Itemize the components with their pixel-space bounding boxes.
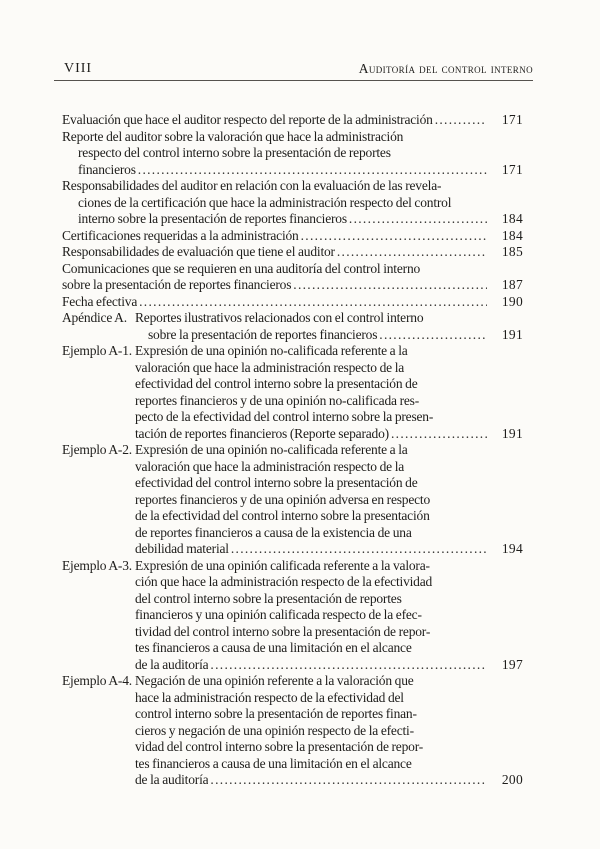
- toc-page-number: 185: [501, 244, 523, 259]
- dot-leader: [435, 112, 487, 129]
- toc-line: sobre la presentación de reportes financieros: [148, 326, 378, 342]
- dot-leader: [391, 426, 487, 443]
- running-header: [54, 58, 533, 81]
- dot-leader: [210, 772, 487, 789]
- dot-leader: [301, 228, 487, 245]
- dot-leader: [139, 294, 487, 311]
- toc-page-number: 184: [501, 227, 523, 243]
- toc-line: pecto de la efectividad del control interno sobre la presen-: [135, 409, 434, 424]
- toc-line: Expresión de una opinión calificada referente a la valora-: [135, 557, 430, 573]
- running-title: Auditoría del control interno: [358, 61, 533, 76]
- toc-entry: [62, 673, 523, 789]
- toc-page-number: 190: [501, 293, 523, 309]
- toc-entry: [62, 261, 523, 294]
- dot-leader: [379, 327, 487, 344]
- toc-line-with-page: [62, 228, 523, 245]
- toc-entry: [62, 244, 523, 261]
- toc-entry-body: [135, 673, 523, 789]
- toc-page-number: 197: [501, 656, 523, 672]
- toc-line: de reportes financieros a causa de la existencia de una: [135, 524, 412, 540]
- toc-entry: [62, 343, 523, 442]
- toc-line: tación de reportes financieros (Reporte separado): [135, 425, 389, 441]
- toc-line-with-page: [135, 426, 523, 443]
- toc-line: Negación de una opinión referente a la valoración que: [135, 673, 414, 688]
- toc-page-number: 187: [501, 277, 523, 292]
- toc-page-number: 191: [501, 425, 523, 441]
- toc-line: cieros y negación de una opinión respecto de la efecti-: [135, 722, 414, 738]
- toc-line: Fecha efectiva: [62, 293, 138, 309]
- toc-entry-label: Apéndice A.: [62, 310, 127, 325]
- toc-entry: [62, 112, 523, 129]
- toc-line: Reporte del auditor sobre la valoración que hace la administración: [62, 128, 404, 144]
- dot-leader: [337, 244, 487, 261]
- dot-leader: [210, 657, 487, 674]
- toc-entry-body: [135, 310, 523, 343]
- toc-line: del control interno sobre la presentación de reportes: [135, 590, 402, 606]
- toc-entry-body: [135, 558, 523, 674]
- toc-line: control interno sobre la presentación de reportes finan-: [135, 706, 417, 721]
- toc-line: tes financieros a causa de una limitación en el alcance: [135, 640, 412, 655]
- toc-line: Responsabilidades de evaluación que tiene el auditor: [62, 244, 335, 259]
- toc-page-number: 171: [501, 112, 523, 127]
- toc-entry: [62, 178, 523, 228]
- toc-entry-label: Ejemplo A-1.: [62, 343, 132, 358]
- toc-line: Certificaciones requeridas a la administración: [62, 227, 299, 243]
- toc-entry-label: Ejemplo A-2.: [62, 442, 132, 457]
- toc-page-number: 194: [501, 541, 523, 556]
- toc-line-with-page: [62, 112, 523, 129]
- toc-line-with-page: [62, 277, 523, 294]
- toc-line: hace la administración respecto de la efectividad del: [135, 689, 404, 705]
- toc-line: Comunicaciones que se requieren en una auditoría del control interno: [62, 260, 421, 276]
- toc-line: reportes financieros y de una opinión no-calificada res-: [135, 392, 420, 408]
- toc-line-with-page: [62, 211, 523, 228]
- toc-line: ciones de la certificación que hace la administración respecto del control: [78, 194, 452, 210]
- toc-line: respecto del control interno sobre la presentación de reportes: [78, 145, 391, 160]
- toc-line: efectividad del control interno sobre la presentación de: [135, 376, 418, 391]
- toc-line-with-page: [135, 657, 523, 674]
- toc-entry: [62, 129, 523, 179]
- toc-page-number: 191: [501, 326, 523, 342]
- toc-line: efectividad del control interno sobre la presentación de: [135, 475, 418, 490]
- toc-entry: [62, 228, 523, 245]
- toc-entry: [62, 442, 523, 558]
- dot-leader: [293, 277, 487, 294]
- toc-entry-body: [135, 343, 523, 442]
- toc-line: de la auditoría: [135, 772, 209, 787]
- toc-entry: [62, 310, 523, 343]
- toc-line: ción que hace la administración respecto de la efectividad: [135, 574, 433, 589]
- toc-line-with-page: [62, 294, 523, 311]
- toc-line: interno sobre la presentación de reportes financieros: [78, 211, 347, 226]
- toc-line: financieros y una opinión calificada respecto de la efec-: [135, 607, 422, 622]
- toc-entry: [62, 294, 523, 311]
- page-folio: VIII: [64, 61, 93, 76]
- toc-line-with-page: [62, 162, 523, 179]
- toc-line: Evaluación que hace el auditor respecto del reporte de la administración: [62, 112, 433, 127]
- toc-line: de la auditoría: [135, 656, 209, 672]
- dot-leader: [138, 162, 487, 179]
- toc-entry-body: [135, 442, 523, 558]
- toc-entry-label: Ejemplo A-4.: [62, 673, 132, 688]
- toc-line: de la efectividad del control interno sobre la presentación: [135, 508, 430, 523]
- toc-line: Expresión de una opinión no-calificada referente a la: [135, 442, 408, 457]
- toc-line: tes financieros a causa de una limitación en el alcance: [135, 755, 412, 771]
- dot-leader: [349, 211, 487, 228]
- toc-line-with-page: [135, 327, 523, 344]
- toc-line: valoración que hace la administración respecto de la: [135, 458, 405, 474]
- toc-page-number: 171: [501, 161, 523, 177]
- toc-line: Reportes ilustrativos relacionados con el control interno: [135, 310, 424, 325]
- toc-line: valoración que hace la administración respecto de la: [135, 359, 405, 375]
- toc-line-with-page: [135, 541, 523, 558]
- toc-line-with-page: [135, 772, 523, 789]
- toc-line: Responsabilidades del auditor en relación con la evaluación de las revela-: [62, 178, 442, 193]
- dot-leader: [231, 541, 487, 558]
- toc-page-number: 184: [501, 211, 523, 226]
- toc-line: debilidad material: [135, 541, 229, 556]
- toc-line: Expresión de una opinión no-calificada referente a la: [135, 343, 408, 358]
- toc-entry-label: Ejemplo A-3.: [62, 557, 132, 573]
- toc-line: financieros: [78, 161, 136, 177]
- toc: [62, 112, 523, 789]
- toc-entry: [62, 558, 523, 674]
- toc-line-with-page: [62, 244, 523, 261]
- toc-line: sobre la presentación de reportes financieros: [62, 277, 292, 292]
- toc-line: tividad del control interno sobre la presentación de repor-: [135, 623, 431, 639]
- toc-page-number: 200: [501, 772, 523, 787]
- toc-line: vidad del control interno sobre la presentación de repor-: [135, 739, 424, 754]
- toc-line: reportes financieros y de una opinión adversa en respecto: [135, 491, 431, 507]
